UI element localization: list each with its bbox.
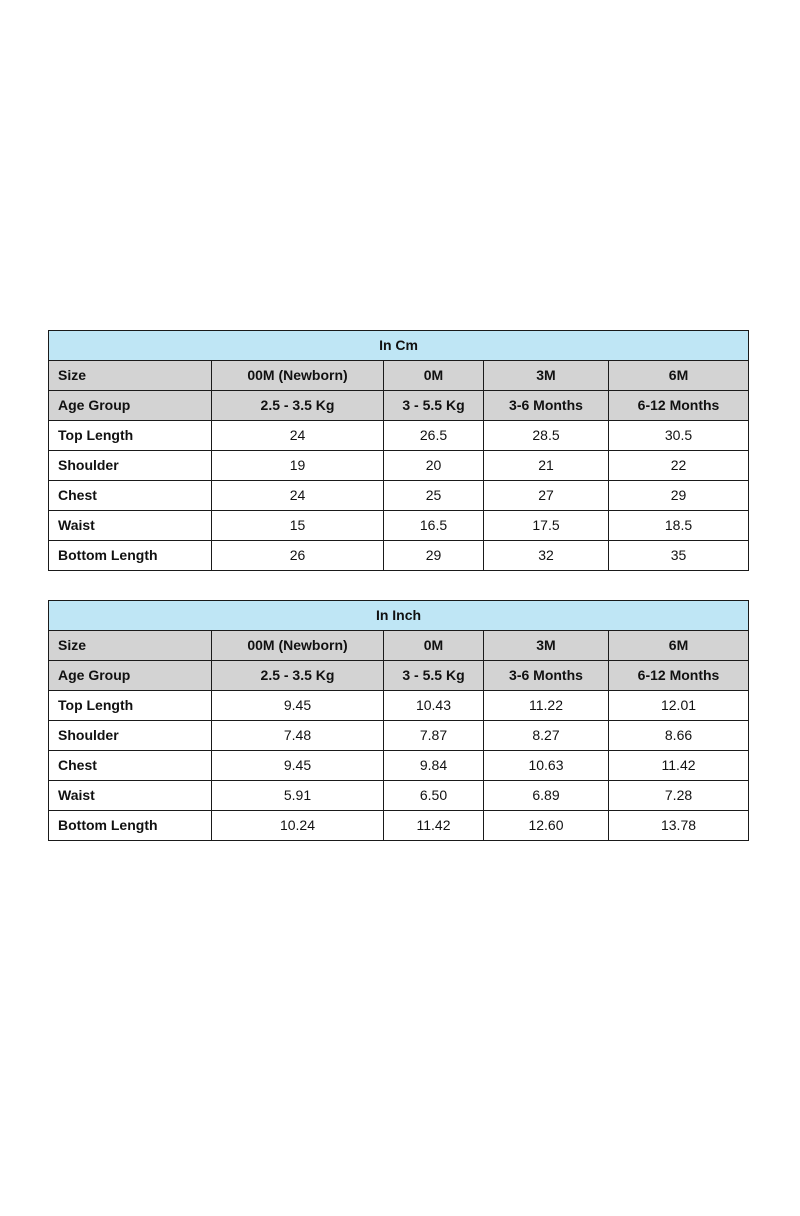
measurement-cell: 16.5 — [384, 511, 484, 541]
row-label: Age Group — [49, 391, 212, 421]
size-chart-cm-table — [48, 330, 749, 571]
measurement-cell: 13.78 — [609, 811, 749, 841]
age-group-cell: 2.5 - 3.5 Kg — [212, 661, 384, 691]
measurement-cell: 24 — [212, 421, 384, 451]
table-row — [49, 421, 749, 451]
row-label: Top Length — [49, 691, 212, 721]
measurement-cell: 7.48 — [212, 721, 384, 751]
measurement-cell: 9.45 — [212, 751, 384, 781]
measurement-cell: 12.60 — [484, 811, 609, 841]
measurement-cell: 6.89 — [484, 781, 609, 811]
table-row — [49, 781, 749, 811]
table-title-row — [49, 601, 749, 631]
measurement-cell: 32 — [484, 541, 609, 571]
measurement-cell: 10.24 — [212, 811, 384, 841]
size-cell: 6M — [609, 361, 749, 391]
measurement-cell: 6.50 — [384, 781, 484, 811]
measurement-cell: 11.22 — [484, 691, 609, 721]
measurement-cell: 30.5 — [609, 421, 749, 451]
measurement-cell: 26.5 — [384, 421, 484, 451]
table-row — [49, 811, 749, 841]
row-label: Bottom Length — [49, 541, 212, 571]
measurement-cell: 7.28 — [609, 781, 749, 811]
measurement-cell: 17.5 — [484, 511, 609, 541]
table-row — [49, 691, 749, 721]
age-group-row — [49, 391, 749, 421]
measurement-cell: 21 — [484, 451, 609, 481]
measurement-cell: 12.01 — [609, 691, 749, 721]
size-cell: 00M (Newborn) — [212, 361, 384, 391]
measurement-cell: 18.5 — [609, 511, 749, 541]
row-label: Size — [49, 631, 212, 661]
age-group-cell: 6-12 Months — [609, 391, 749, 421]
table-title: In Cm — [49, 331, 749, 361]
table-row — [49, 541, 749, 571]
measurement-cell: 19 — [212, 451, 384, 481]
measurement-cell: 8.27 — [484, 721, 609, 751]
age-group-cell: 2.5 - 3.5 Kg — [212, 391, 384, 421]
size-cell: 3M — [484, 631, 609, 661]
measurement-cell: 8.66 — [609, 721, 749, 751]
table-title-row — [49, 331, 749, 361]
size-row — [49, 361, 749, 391]
row-label: Waist — [49, 511, 212, 541]
row-label: Waist — [49, 781, 212, 811]
table-row — [49, 481, 749, 511]
table-row — [49, 751, 749, 781]
measurement-cell: 28.5 — [484, 421, 609, 451]
measurement-cell: 20 — [384, 451, 484, 481]
age-group-cell: 6-12 Months — [609, 661, 749, 691]
measurement-cell: 27 — [484, 481, 609, 511]
measurement-cell: 22 — [609, 451, 749, 481]
measurement-cell: 9.45 — [212, 691, 384, 721]
measurement-cell: 11.42 — [384, 811, 484, 841]
size-cell: 0M — [384, 361, 484, 391]
measurement-cell: 5.91 — [212, 781, 384, 811]
table-title: In Inch — [49, 601, 749, 631]
measurement-cell: 24 — [212, 481, 384, 511]
row-label: Bottom Length — [49, 811, 212, 841]
measurement-cell: 9.84 — [384, 751, 484, 781]
size-cell: 6M — [609, 631, 749, 661]
table-row — [49, 511, 749, 541]
table-row — [49, 451, 749, 481]
measurement-cell: 10.63 — [484, 751, 609, 781]
size-chart-inch-table — [48, 600, 749, 841]
measurement-cell: 35 — [609, 541, 749, 571]
table-row — [49, 721, 749, 751]
measurement-cell: 29 — [384, 541, 484, 571]
age-group-cell: 3 - 5.5 Kg — [384, 391, 484, 421]
size-cell: 0M — [384, 631, 484, 661]
age-group-row — [49, 661, 749, 691]
size-cell: 00M (Newborn) — [212, 631, 384, 661]
measurement-cell: 25 — [384, 481, 484, 511]
measurement-cell: 26 — [212, 541, 384, 571]
size-cell: 3M — [484, 361, 609, 391]
measurement-cell: 15 — [212, 511, 384, 541]
row-label: Chest — [49, 751, 212, 781]
age-group-cell: 3-6 Months — [484, 661, 609, 691]
age-group-cell: 3 - 5.5 Kg — [384, 661, 484, 691]
row-label: Size — [49, 361, 212, 391]
measurement-cell: 10.43 — [384, 691, 484, 721]
age-group-cell: 3-6 Months — [484, 391, 609, 421]
measurement-cell: 29 — [609, 481, 749, 511]
row-label: Shoulder — [49, 721, 212, 751]
measurement-cell: 11.42 — [609, 751, 749, 781]
row-label: Age Group — [49, 661, 212, 691]
row-label: Chest — [49, 481, 212, 511]
row-label: Top Length — [49, 421, 212, 451]
row-label: Shoulder — [49, 451, 212, 481]
measurement-cell: 7.87 — [384, 721, 484, 751]
size-row — [49, 631, 749, 661]
